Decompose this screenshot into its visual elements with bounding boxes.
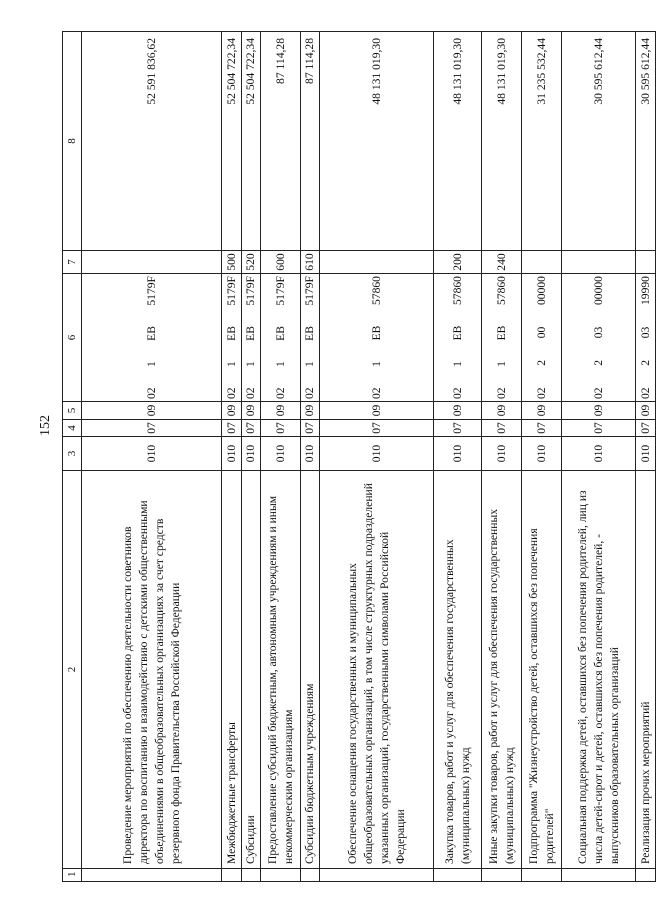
target-article-code bbox=[434, 274, 482, 402]
target-article-part: 02 bbox=[244, 387, 257, 399]
target-article-part: 1 bbox=[244, 361, 257, 368]
target-article-parts bbox=[591, 276, 607, 399]
target-article-parts bbox=[638, 276, 654, 399]
target-article-parts bbox=[302, 276, 318, 399]
amount: 31 235 532,44 bbox=[522, 32, 562, 251]
header-cell: 4 bbox=[63, 420, 82, 437]
target-article-part: 02 bbox=[450, 387, 464, 399]
subsection-code: 09 bbox=[522, 402, 562, 420]
row-name: Проведение мероприятий по обеспечению деятельности советников директора по воспитанию и взаимодействию с детскими общественными объединениями в общеобразовательных организациях за счет средств резервного фонда Правительства Российской Федерации bbox=[82, 471, 222, 869]
row-number-cell bbox=[636, 869, 656, 882]
table-row bbox=[82, 32, 222, 882]
row-number-cell bbox=[222, 869, 242, 882]
amount: 52 504 722,34 bbox=[222, 32, 242, 251]
target-article-code bbox=[320, 274, 434, 402]
header-cell: 8 bbox=[63, 32, 82, 251]
target-article-part: ЕВ bbox=[244, 326, 257, 341]
target-article-part: 5179F bbox=[144, 276, 158, 306]
subsection-code: 09 bbox=[82, 402, 222, 420]
amount: 87 114,28 bbox=[261, 32, 301, 251]
header-cell: 5 bbox=[63, 402, 82, 420]
expense-type-code bbox=[522, 251, 562, 274]
table-row bbox=[636, 32, 656, 882]
target-article-part: 00000 bbox=[591, 276, 605, 305]
ved-code: 010 bbox=[482, 437, 522, 471]
section-code: 07 bbox=[636, 420, 656, 437]
target-article-part: 02 bbox=[494, 387, 508, 399]
row-name: Подпрограмма "Жизнеустройство детей, оставшихся без попечения родителей" bbox=[522, 471, 562, 869]
target-article-parts bbox=[273, 276, 289, 399]
row-number-cell bbox=[434, 869, 482, 882]
row-name: Межбюджетные трансферты bbox=[222, 471, 242, 869]
table-row bbox=[320, 32, 434, 882]
expense-type-code: 600 bbox=[261, 251, 301, 274]
amount: 48 131 019,30 bbox=[482, 32, 522, 251]
target-article-part: 1 bbox=[303, 361, 316, 368]
target-article-part: 57860 bbox=[450, 276, 464, 305]
header-cell: 2 bbox=[63, 471, 82, 869]
target-article-part: 02 bbox=[591, 387, 605, 399]
row-number-cell bbox=[320, 869, 434, 882]
row-name: Закупка товаров, работ и услуг для обеспечения государственных (муниципальных) нужд bbox=[434, 471, 482, 869]
header-row bbox=[63, 32, 82, 882]
target-article-code bbox=[242, 274, 261, 402]
target-article-part: 02 bbox=[638, 387, 652, 399]
amount: 48 131 019,30 bbox=[320, 32, 434, 251]
target-article-part: 2 bbox=[591, 359, 605, 366]
amount: 52 591 836,62 bbox=[82, 32, 222, 251]
target-article-part: ЕВ bbox=[224, 326, 238, 341]
row-name: Социальная поддержка детей, оставшихся без попечения родителей, лиц из числа детей-сирот и детей, оставшихся без попечения родителей, - выпускников образовательных организаций bbox=[562, 471, 636, 869]
target-article-code bbox=[301, 274, 320, 402]
target-article-part: ЕВ bbox=[144, 326, 158, 341]
target-article-part: 02 bbox=[224, 387, 238, 399]
target-article-parts bbox=[243, 276, 259, 399]
subsection-code: 09 bbox=[320, 402, 434, 420]
target-article-part: 02 bbox=[273, 387, 287, 399]
table-row bbox=[261, 32, 301, 882]
subsection-code: 09 bbox=[482, 402, 522, 420]
row-number-cell bbox=[522, 869, 562, 882]
section-code: 07 bbox=[320, 420, 434, 437]
expense-type-code: 610 bbox=[301, 251, 320, 274]
expense-type-code: 240 bbox=[482, 251, 522, 274]
page-number: 152 bbox=[38, 415, 53, 436]
target-article-parts bbox=[224, 276, 240, 399]
subsection-code: 09 bbox=[242, 402, 261, 420]
target-article-part: 5179F bbox=[303, 276, 316, 306]
target-article-part: 02 bbox=[369, 387, 383, 399]
expense-type-code bbox=[636, 251, 656, 274]
table-row bbox=[301, 32, 320, 882]
row-number-cell bbox=[261, 869, 301, 882]
target-article-part: ЕВ bbox=[450, 325, 464, 341]
ved-code: 010 bbox=[320, 437, 434, 471]
table-row bbox=[222, 32, 242, 882]
target-article-parts bbox=[450, 276, 466, 399]
section-code: 07 bbox=[482, 420, 522, 437]
amount: 30 595 612,44 bbox=[562, 32, 636, 251]
target-article-parts bbox=[144, 276, 160, 399]
row-name: Иные закупки товаров, работ и услуг для обеспечения государственных (муниципальных) нужд bbox=[482, 471, 522, 869]
target-article-parts bbox=[494, 276, 510, 399]
budget-table bbox=[62, 31, 656, 882]
row-name: Обеспечение оснащения государственных и муниципальных общеобразовательных организаций, в том числе структурных подразделений указанных организаций, государственными символами Российской Федерации bbox=[320, 471, 434, 869]
target-article-part: 03 bbox=[591, 326, 605, 339]
target-article-parts bbox=[369, 276, 385, 399]
target-article-part: 1 bbox=[369, 361, 383, 367]
expense-type-code: 500 bbox=[222, 251, 242, 274]
ved-code: 010 bbox=[261, 437, 301, 471]
target-article-part: ЕВ bbox=[369, 325, 383, 341]
target-article-part: 1 bbox=[273, 361, 287, 368]
amount: 48 131 019,30 bbox=[434, 32, 482, 251]
header-cell: 7 bbox=[63, 251, 82, 274]
target-article-code bbox=[222, 274, 242, 402]
row-number-cell bbox=[82, 869, 222, 882]
table-row bbox=[434, 32, 482, 882]
row-number-cell bbox=[301, 869, 320, 882]
subsection-code: 09 bbox=[562, 402, 636, 420]
subsection-code: 09 bbox=[222, 402, 242, 420]
ved-code: 010 bbox=[82, 437, 222, 471]
target-article-part: 1 bbox=[144, 361, 158, 368]
section-code: 07 bbox=[562, 420, 636, 437]
section-code: 07 bbox=[82, 420, 222, 437]
row-number-cell bbox=[562, 869, 636, 882]
subsection-code: 09 bbox=[261, 402, 301, 420]
section-code: 07 bbox=[261, 420, 301, 437]
subsection-code: 09 bbox=[636, 402, 656, 420]
amount: 87 114,28 bbox=[301, 32, 320, 251]
ved-code: 010 bbox=[636, 437, 656, 471]
target-article-part: ЕВ bbox=[273, 326, 287, 341]
header-cell: 6 bbox=[63, 274, 82, 402]
ved-code: 010 bbox=[434, 437, 482, 471]
target-article-code bbox=[562, 274, 636, 402]
target-article-parts bbox=[534, 276, 550, 399]
table-row bbox=[522, 32, 562, 882]
expense-type-code: 520 bbox=[242, 251, 261, 274]
target-article-part: 02 bbox=[144, 387, 158, 399]
target-article-part: 1 bbox=[450, 361, 464, 367]
expense-type-code bbox=[82, 251, 222, 274]
target-article-part: 5179F bbox=[244, 276, 257, 306]
budget-table-rotated bbox=[62, 32, 652, 882]
table-row bbox=[562, 32, 636, 882]
ved-code: 010 bbox=[242, 437, 261, 471]
expense-type-code bbox=[562, 251, 636, 274]
target-article-part: 2 bbox=[534, 359, 548, 366]
subsection-code: 09 bbox=[434, 402, 482, 420]
row-number-cell bbox=[482, 869, 522, 882]
section-code: 07 bbox=[222, 420, 242, 437]
target-article-part: 57860 bbox=[369, 276, 383, 305]
expense-type-code: 200 bbox=[434, 251, 482, 274]
target-article-part: 57860 bbox=[494, 276, 508, 305]
target-article-part: 03 bbox=[638, 326, 652, 339]
target-article-part: 1 bbox=[224, 361, 238, 368]
target-article-part: 00000 bbox=[534, 276, 548, 305]
header-cell: 3 bbox=[63, 437, 82, 471]
target-article-part: 02 bbox=[303, 387, 316, 399]
amount: 30 595 612,44 bbox=[636, 32, 656, 251]
target-article-part: ЕВ bbox=[303, 326, 316, 341]
header-cell: 1 bbox=[63, 869, 82, 882]
row-name: Субсидии бюджетным учреждениям bbox=[301, 471, 320, 869]
ved-code: 010 bbox=[301, 437, 320, 471]
target-article-code bbox=[636, 274, 656, 402]
amount: 52 504 722,34 bbox=[242, 32, 261, 251]
ved-code: 010 bbox=[562, 437, 636, 471]
target-article-part: 02 bbox=[534, 387, 548, 399]
subsection-code: 09 bbox=[301, 402, 320, 420]
ved-code: 010 bbox=[522, 437, 562, 471]
target-article-part: 1 bbox=[494, 361, 508, 367]
target-article-code bbox=[482, 274, 522, 402]
target-article-part: 5179F bbox=[273, 276, 287, 306]
row-name: Субсидии bbox=[242, 471, 261, 869]
section-code: 07 bbox=[301, 420, 320, 437]
target-article-part: ЕВ bbox=[494, 325, 508, 341]
target-article-part: 2 bbox=[638, 359, 652, 366]
section-code: 07 bbox=[242, 420, 261, 437]
table-row bbox=[482, 32, 522, 882]
row-number-cell bbox=[242, 869, 261, 882]
ved-code: 010 bbox=[222, 437, 242, 471]
table-row bbox=[242, 32, 261, 882]
row-name: Реализация прочих мероприятий bbox=[636, 471, 656, 869]
target-article-part: 5179F bbox=[224, 276, 238, 306]
section-code: 07 bbox=[522, 420, 562, 437]
expense-type-code bbox=[320, 251, 434, 274]
target-article-code bbox=[522, 274, 562, 402]
target-article-part: 00 bbox=[534, 326, 548, 339]
target-article-code bbox=[261, 274, 301, 402]
section-code: 07 bbox=[434, 420, 482, 437]
target-article-code bbox=[82, 274, 222, 402]
row-name: Предоставление субсидий бюджетным, автономным учреждениям и иным некоммерческим организациям bbox=[261, 471, 301, 869]
target-article-part: 19990 bbox=[638, 276, 652, 305]
